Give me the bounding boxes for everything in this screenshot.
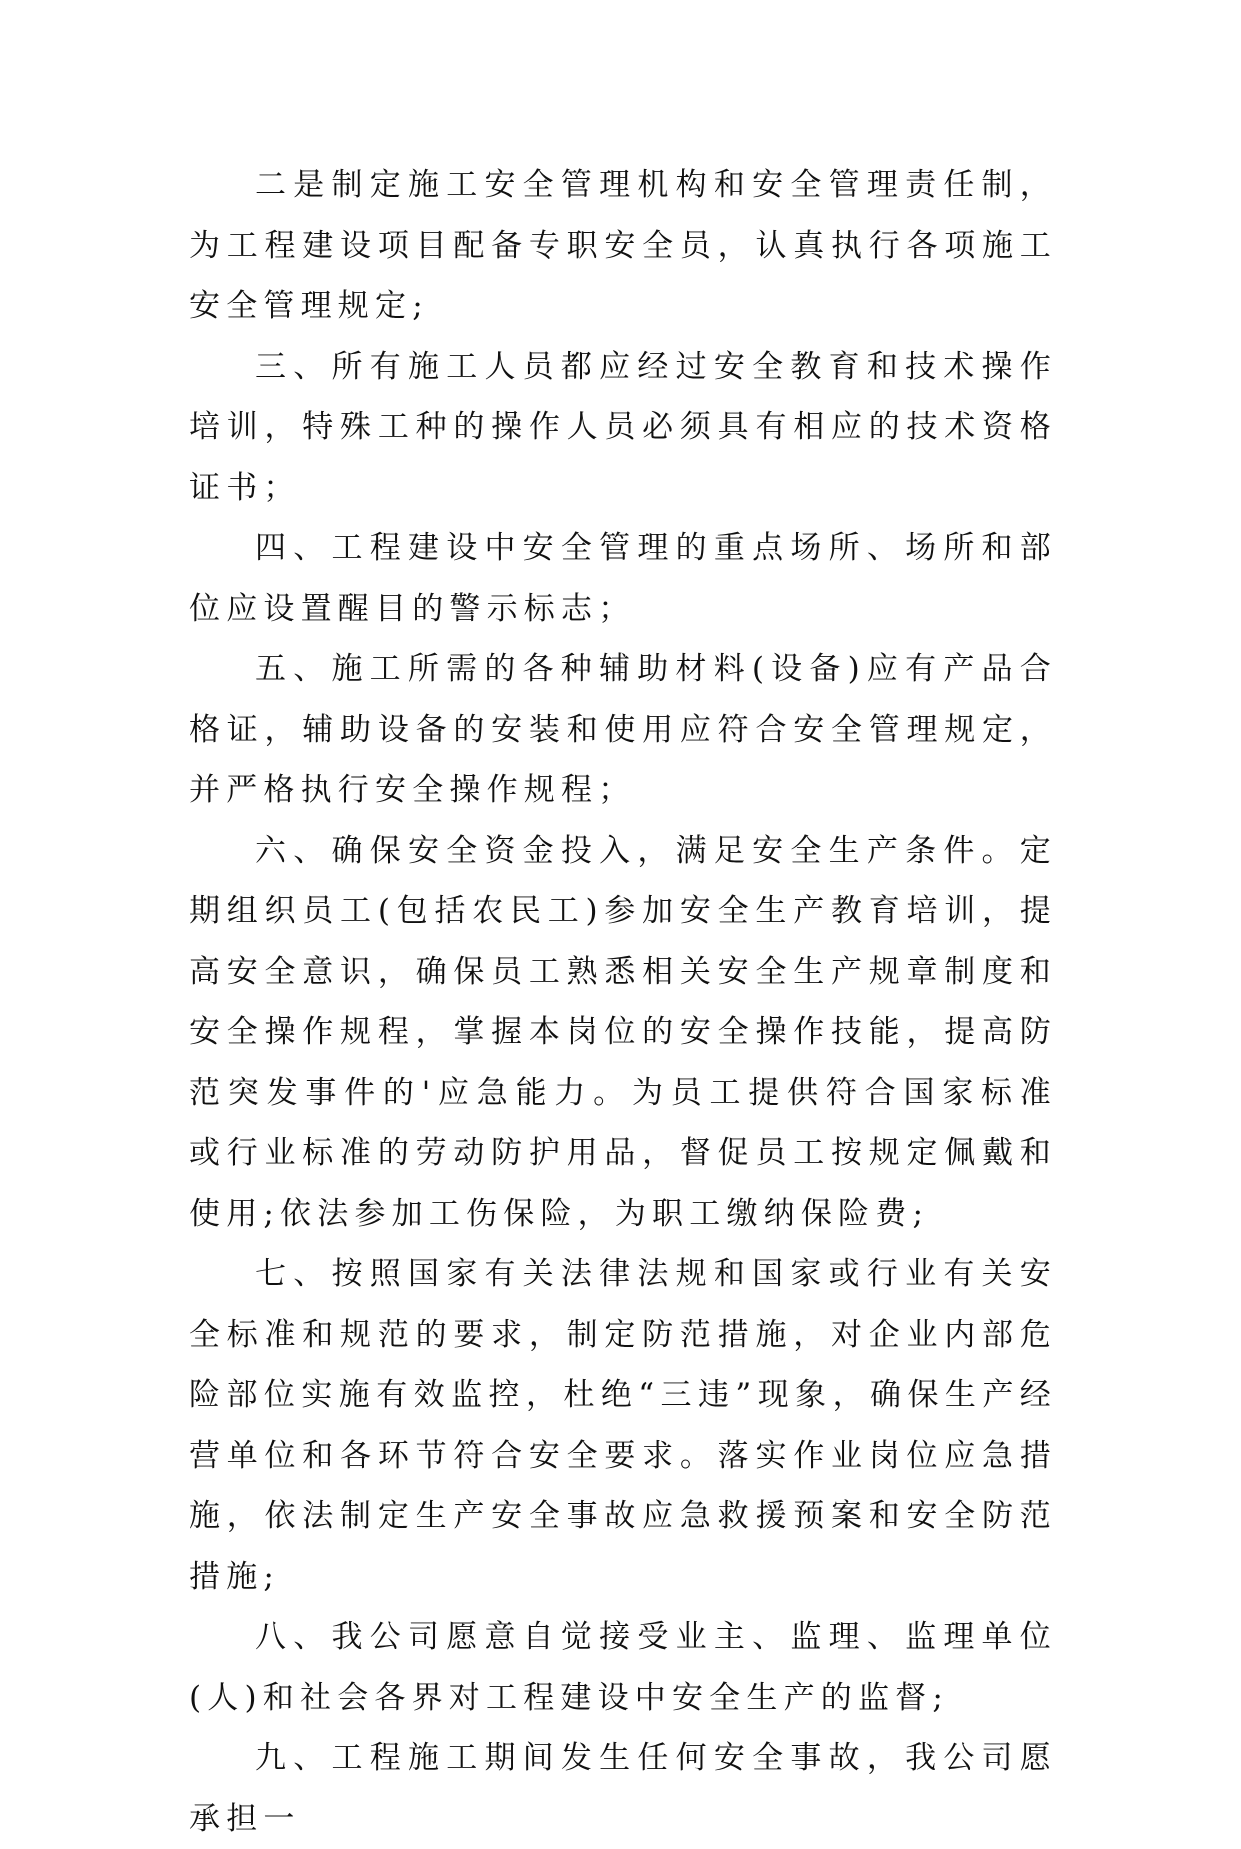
paragraph-9: 九、工程施工期间发生任何安全事故，我公司愿承担一	[189, 1740, 1057, 1837]
paragraph-6: 六、确保安全资金投入，满足安全生产条件。定期组织员工(包括农民工)参加安全生产教育培训，提高安全意识，确保员工熟悉相关安全生产规章制度和安全操作规程，掌握本岗位的安全操作技能，提高防范突发事件的'应急能力。为员工提供符合国家标准或行业标准的劳动防护用品，督促员工按规定佩戴和使用;依法参加工伤保险，为职工缴纳保险费;	[189, 832, 1057, 1232]
document-body	[189, 155, 1057, 1849]
paragraph-2: 二是制定施工安全管理机构和安全管理责任制，为工程建设项目配备专职安全员，认真执行各项施工安全管理规定;	[189, 167, 1057, 324]
paragraph-5: 五、施工所需的各种辅助材料(设备)应有产品合格证，辅助设备的安装和使用应符合安全管理规定，并严格执行安全操作规程；	[189, 651, 1057, 808]
paragraph-8: 八、我公司愿意自觉接受业主、监理、监理单位(人)和社会各界对工程建设中安全生产的监督;	[189, 1619, 1057, 1716]
paragraph-3: 三、所有施工人员都应经过安全教育和技术操作培训，特殊工种的操作人员必须具有相应的技术资格证书；	[189, 348, 1057, 506]
paragraph-4: 四、工程建设中安全管理的重点场所、场所和部位应设置醒目的警示标志；	[189, 530, 1057, 627]
paragraph-7: 七、按照国家有关法律法规和国家或行业有关安全标准和规范的要求，制定防范措施，对企业内部危险部位实施有效监控，杜绝“三违”现象，确保生产经营单位和各环节符合安全要求。落实作业岗位应急措施，依法制定生产安全事故应急救援预案和安全防范措施;	[189, 1256, 1057, 1595]
